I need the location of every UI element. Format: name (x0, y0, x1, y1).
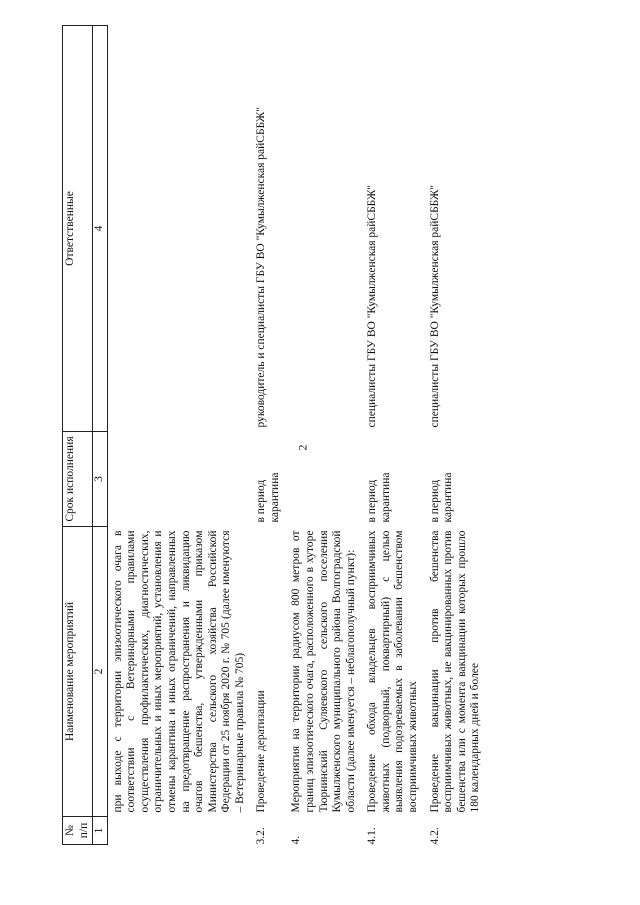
colnum-2: 2 (93, 527, 108, 817)
row-num: 3.2. (255, 827, 268, 845)
table-row (107, 26, 251, 845)
colnum-1: 1 (93, 817, 108, 845)
row-responsible (107, 26, 251, 432)
colnum-4: 4 (93, 26, 108, 432)
measures-table (62, 25, 487, 845)
row-term (286, 432, 362, 527)
row-measure: при выходе с территории эпизоотического очага в соответствии с Ветеринарными правилами осуществления профилактических, диагностических, ограничительных и иных мероприятий, установления и отмены карантина и иных ограничений, направленных на предотвращение распространения и ликвидацию очагов бешенства, утвержденными приказом Министерства сельского хозяйства Российской Федерации от 25 ноября 2020 г. № 705 (далее именуются – Ветеринарные правила № 705) (111, 530, 246, 813)
table-row (286, 26, 362, 845)
row-responsible: специалисты ГБУ ВО "Кумылженская райСББЖ" (366, 185, 379, 428)
row-num (107, 817, 251, 845)
row-measure: Проведение дератизации (255, 690, 268, 813)
row-responsible: специалисты ГБУ ВО "Кумылженская райСББЖ" (428, 185, 441, 428)
row-term (107, 432, 251, 527)
table-row (251, 26, 286, 845)
rotated-document (62, 25, 592, 845)
colnum-3: 3 (93, 432, 108, 527)
header-term: Срок исполнения (63, 432, 93, 527)
row-measure: Проведение обхода владельцев восприимчивых животных (подворный, поквартирный) с целью выявления подозреваемых в заболевании бешенством восприимчивых животных (366, 530, 419, 813)
row-term: в период карантина (366, 472, 392, 523)
row-responsible: руководитель и специалисты ГБУ ВО "Кумылженская райСББЖ" (255, 107, 268, 428)
header-measure: Наименование мероприятий (63, 527, 93, 817)
row-term: в период карантина (255, 472, 281, 523)
row-responsible (286, 26, 362, 432)
header-num: № п/п (63, 817, 93, 845)
row-measure: Проведение вакцинации против бешенства восприимчивых животных, не вакцинированных против бешенства или с момента вакцинации которых прошло 180 календарных дней и более (428, 530, 482, 813)
row-measure: Мероприятия на территории радиусом 800 метров от границ эпизоотического очага, расположенного в хуторе Тюрнинский Суляевского сельского поселения Кумылженского муниципального района Волгоградской области (далее именуется – неблагополучный пункт): (290, 530, 357, 813)
table-row (425, 26, 487, 845)
row-num: 4.2. (428, 827, 441, 845)
table-row (362, 26, 424, 845)
row-term: в период карантина (428, 472, 455, 523)
row-num: 4. (290, 835, 303, 845)
header-responsible: Ответственные (63, 26, 93, 432)
page-number: 2 (295, 444, 310, 451)
row-num: 4.1. (366, 827, 379, 845)
